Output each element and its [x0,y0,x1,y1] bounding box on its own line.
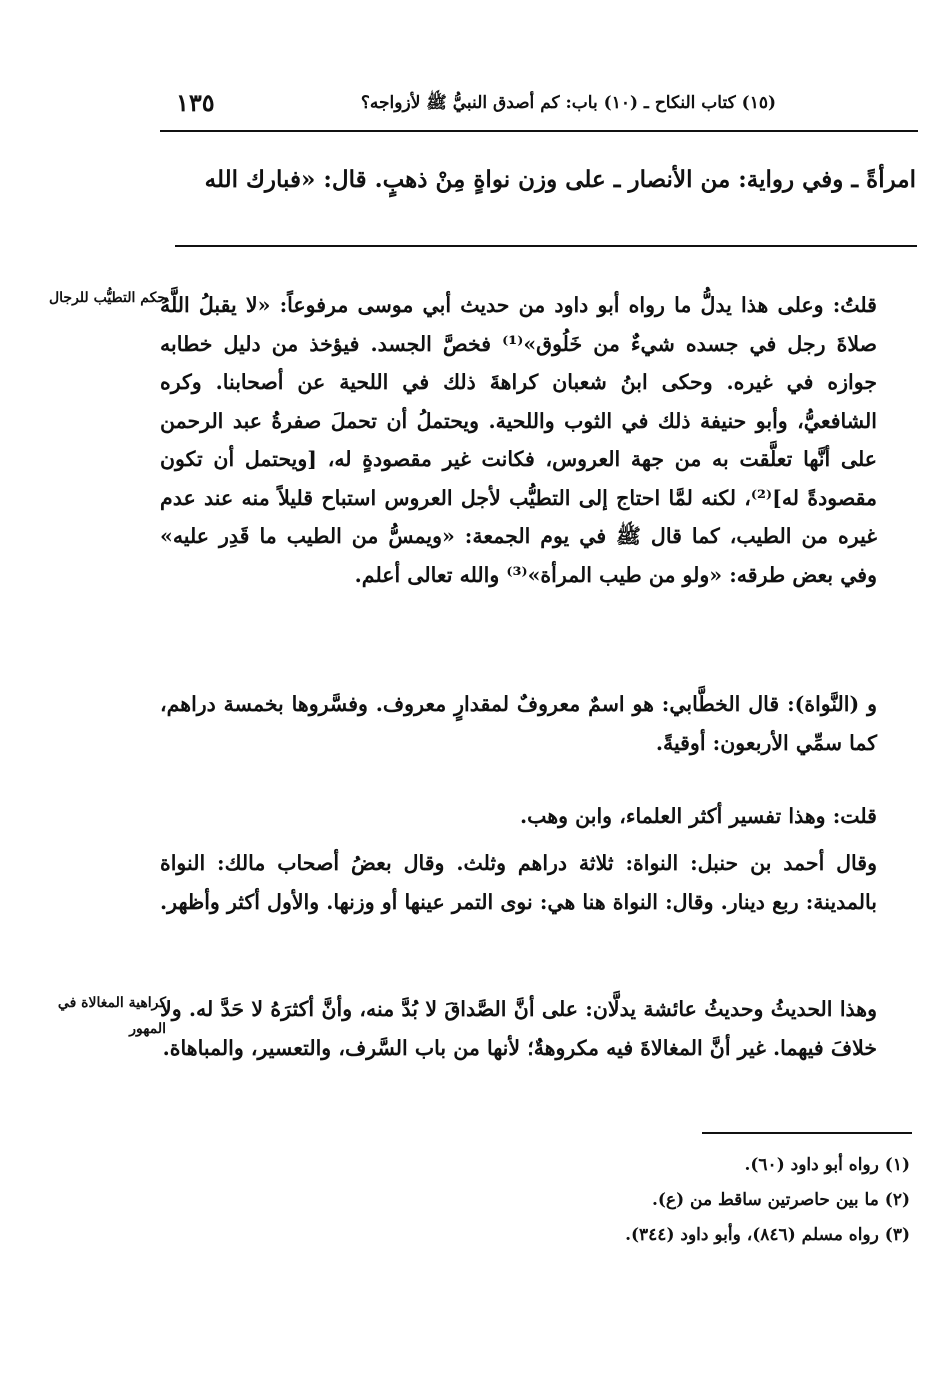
paragraph-text: وقال أحمد بن حنبل: النواة: ثلاثة دراهم وثلث. وقال بعضُ أصحاب مالك: النواة بالمدينة: ربع دينار. وقال: النواة هنا هي: نوى التمر عينها أو وزنها. والأول أكثر وأظهر. [160,851,877,914]
running-header-title: (١٥) كتاب النكاح ـ (١٠) باب: كم أصدق النبيُّ ﷺ لأزواجه؟ [360,93,776,113]
commentary-paragraph [160,797,917,836]
commentary-paragraph [160,685,917,762]
carry-over-hadith-line: امرأةً ـ وفي رواية: من الأنصار ـ على وزن نواةٍ مِنْ ذهبٍ. قال: «فبارك الله [204,166,916,193]
paragraph-text: و (النَّواة): قال الخطَّابي: هو اسمٌ معروفٌ لمقدارٍ معروف. وفسَّروها بخمسة دراهم، كما سمِّي الأربعون: أوقيةً. [160,692,877,755]
footnote-rule [702,1132,912,1134]
commentary-paragraph [160,844,917,921]
paragraph-text: قلت: وهذا تفسير أكثر العلماء، وابن وهب. [520,804,877,828]
footnotes [210,1148,910,1253]
page-number: ١٣٥ [176,88,215,117]
commentary-paragraph [160,990,917,1067]
header-rule [160,130,918,132]
hadith-commentary-divider [175,245,917,247]
commentary-paragraph [160,286,917,594]
footnote-2: (٢) ما بين حاصرتين ساقط من (ع). [651,1190,910,1210]
footnote-1: (١) رواه أبو داود (٦٠). [744,1155,910,1175]
margin-note-dowry: كراهية المغالاة في المهور [57,995,166,1037]
paragraph-text: قلتُ: وعلى هذا يدلُّ ما رواه أبو داود من حديث أبي موسى مرفوعاً: «لا يقبلُ اللَّهُ صلاةَ رجل في جسده شيءٌ من خَلُوق»⁽¹⁾ فخصَّ الجسد. فيؤخذ من دليل خطابه جوازه في غيره. وحكى ابنُ شعبان كراهةَ ذلك في اللحية عن أصحابنا. وكره الشافعيُّ، وأبو حنيفة ذلك في الثوب واللحية. ويحتملُ أن تحملَ صفرةُ عبد الرحمن على أنَّها تعلَّقت به من جهة العروس، فكانت غير مقصودةٍ له، [ويحتمل أن تكون مقصودةً له]⁽²⁾، لكنه لمَّا احتاج إلى التطيُّب لأجل العروس استباح قليلاً منه عند عدم غيره من الطيب، كما قال ﷺ في يوم الجمعة: «ويمسُّ من الطيب ما قَدِر عليه» وفي بعض طرقه: «ولو من طيب المرأة»⁽³⁾ والله تعالى أعلم. [160,293,877,587]
footnote-3: (٣) رواه مسلم (٨٤٦)، وأبو داود (٣٤٤). [625,1225,910,1245]
paragraph-text: وهذا الحديثُ وحديثُ عائشة يدلَّان: على أنَّ الصَّداقَ لا بُدَّ منه، وأنَّ أكثرَهُ لا حَدَّ له. ولا خلافَ فيهما. غير أنَّ المغالاةَ فيه مكروهةٌ؛ لأنها من باب السَّرف، والتعسير، والمباهاة. [160,997,877,1060]
margin-note-perfume: حكم التطيُّب للرجال [48,290,166,306]
